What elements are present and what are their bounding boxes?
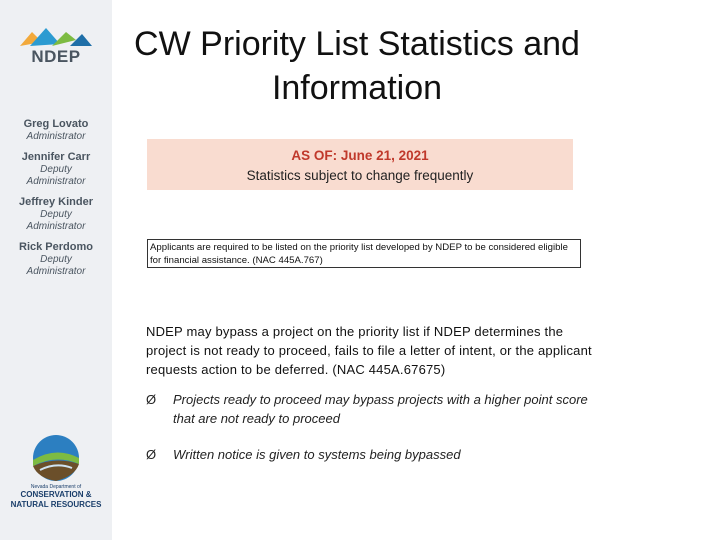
dcnr-subtitle: Nevada Department of <box>30 484 82 490</box>
dcnr-circle-logo <box>20 432 92 482</box>
staff-member <box>0 151 112 188</box>
staff-list <box>0 118 112 286</box>
bullet-text: Written notice is given to systems being bypassed <box>173 447 461 462</box>
ndep-logo-text: NDEP <box>31 47 81 66</box>
list-item <box>146 445 606 465</box>
staff-member <box>0 241 112 278</box>
slide-title: CW Priority List Statistics and Information <box>134 25 580 107</box>
bullet-text: Projects ready to proceed may bypass projects with a higher point score that are not ready to proceed <box>173 392 588 426</box>
sidebar <box>0 0 112 540</box>
as-of-date: AS OF: June 21, 2021 <box>291 148 429 163</box>
eligibility-notice: Applicants are required to be listed on the priority list developed by NDEP to be considered eligible for financial assistance. (NAC 445A.767) <box>147 239 581 268</box>
staff-role: Deputy Administrator <box>26 254 86 277</box>
bypass-paragraph: NDEP may bypass a project on the priority list if NDEP determines the project is not ready to proceed, fails to file a letter of intent, or the applicant requests action to be deferred. (NAC 445A.67675) <box>146 324 592 377</box>
bullet-arrow-icon: Ø <box>146 392 157 407</box>
bullet-arrow-icon: Ø <box>146 447 157 462</box>
staff-member <box>0 118 112 143</box>
dcnr-name <box>0 490 112 510</box>
as-of-note: Statistics subject to change frequently <box>246 168 474 183</box>
staff-name: Rick Perdomo <box>19 241 93 253</box>
staff-role: Administrator <box>26 131 86 142</box>
as-of-banner <box>147 139 573 190</box>
dcnr-name-line1: CONSERVATION & <box>20 490 92 499</box>
staff-role: Deputy Administrator <box>26 209 86 232</box>
staff-name: Jennifer Carr <box>21 151 91 163</box>
list-item <box>146 390 606 430</box>
staff-member <box>0 196 112 233</box>
dcnr-name-line2: NATURAL RESOURCES <box>10 500 102 509</box>
staff-name: Jeffrey Kinder <box>19 196 93 208</box>
staff-name: Greg Lovato <box>23 118 89 130</box>
staff-role: Deputy Administrator <box>26 164 86 187</box>
